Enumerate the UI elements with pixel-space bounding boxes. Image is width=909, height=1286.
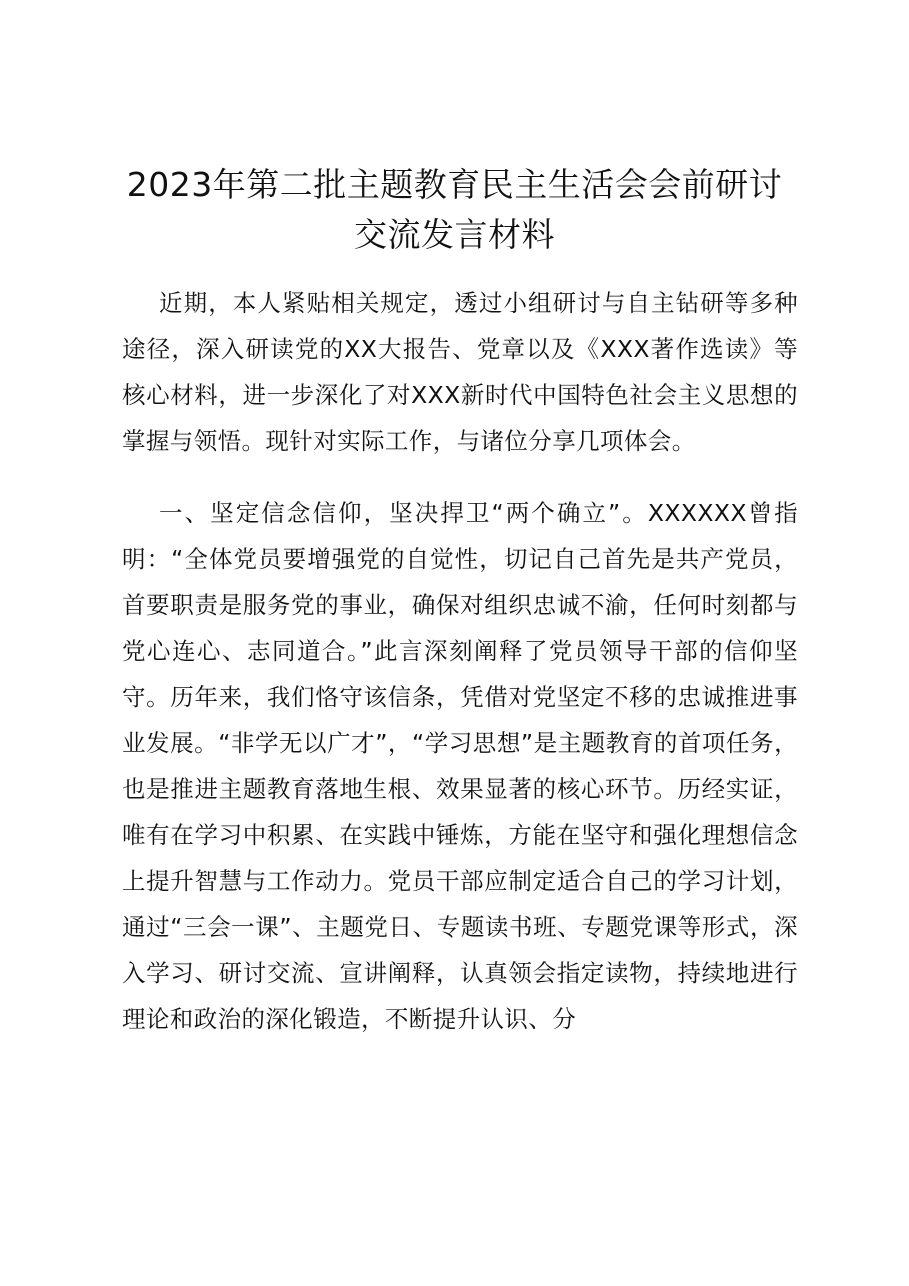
title-line-2: 交流发言材料: [354, 215, 555, 254]
paragraph-intro: 近期，本人紧贴相关规定，透过小组研讨与自主钻研等多种途径，深入研读党的XX大报告、党章以及《XXX著作选读》等核心材料，进一步深化了对XXX新时代中国特色社会主义思想的掌握与领悟。现针对实际工作，与诸位分享几项体会。: [122, 289, 798, 455]
paragraph-section-1: 一、坚定信念信仰，坚决捍卫“两个确立”。XXXXXX曾指明：“全体党员要增强党的自觉性，切记自己首先是共产党员，首要职责是服务党的事业，确保对组织忠诚不渝，任何时刻都与党心连心、志同道合。”此言深刻阐释了党员领导干部的信仰坚守。历年来，我们恪守该信条，凭借对党坚定不移的忠诚推进事业发展。“非学无以广才”，“学习思想”是主题教育的首项任务，也是推进主题教育落地生根、效果显著的核心环节。历经实证，唯有在学习中积累、在实践中锤炼，方能在坚守和强化理想信念上提升智慧与工作动力。党员干部应制定适合自己的学习计划，通过“三会一课”、主题党日、专题读书班、专题党课等形式，深入学习、研讨交流、宣讲阐释，认真领会指定读物，持续地进行理论和政治的深化锻造，不断提升认识、分: [122, 499, 798, 1033]
title-line-1: 2023年第二批主题教育民主生活会会前研讨: [126, 165, 783, 204]
document-title: [60, 160, 849, 260]
document-body: [122, 280, 798, 1042]
